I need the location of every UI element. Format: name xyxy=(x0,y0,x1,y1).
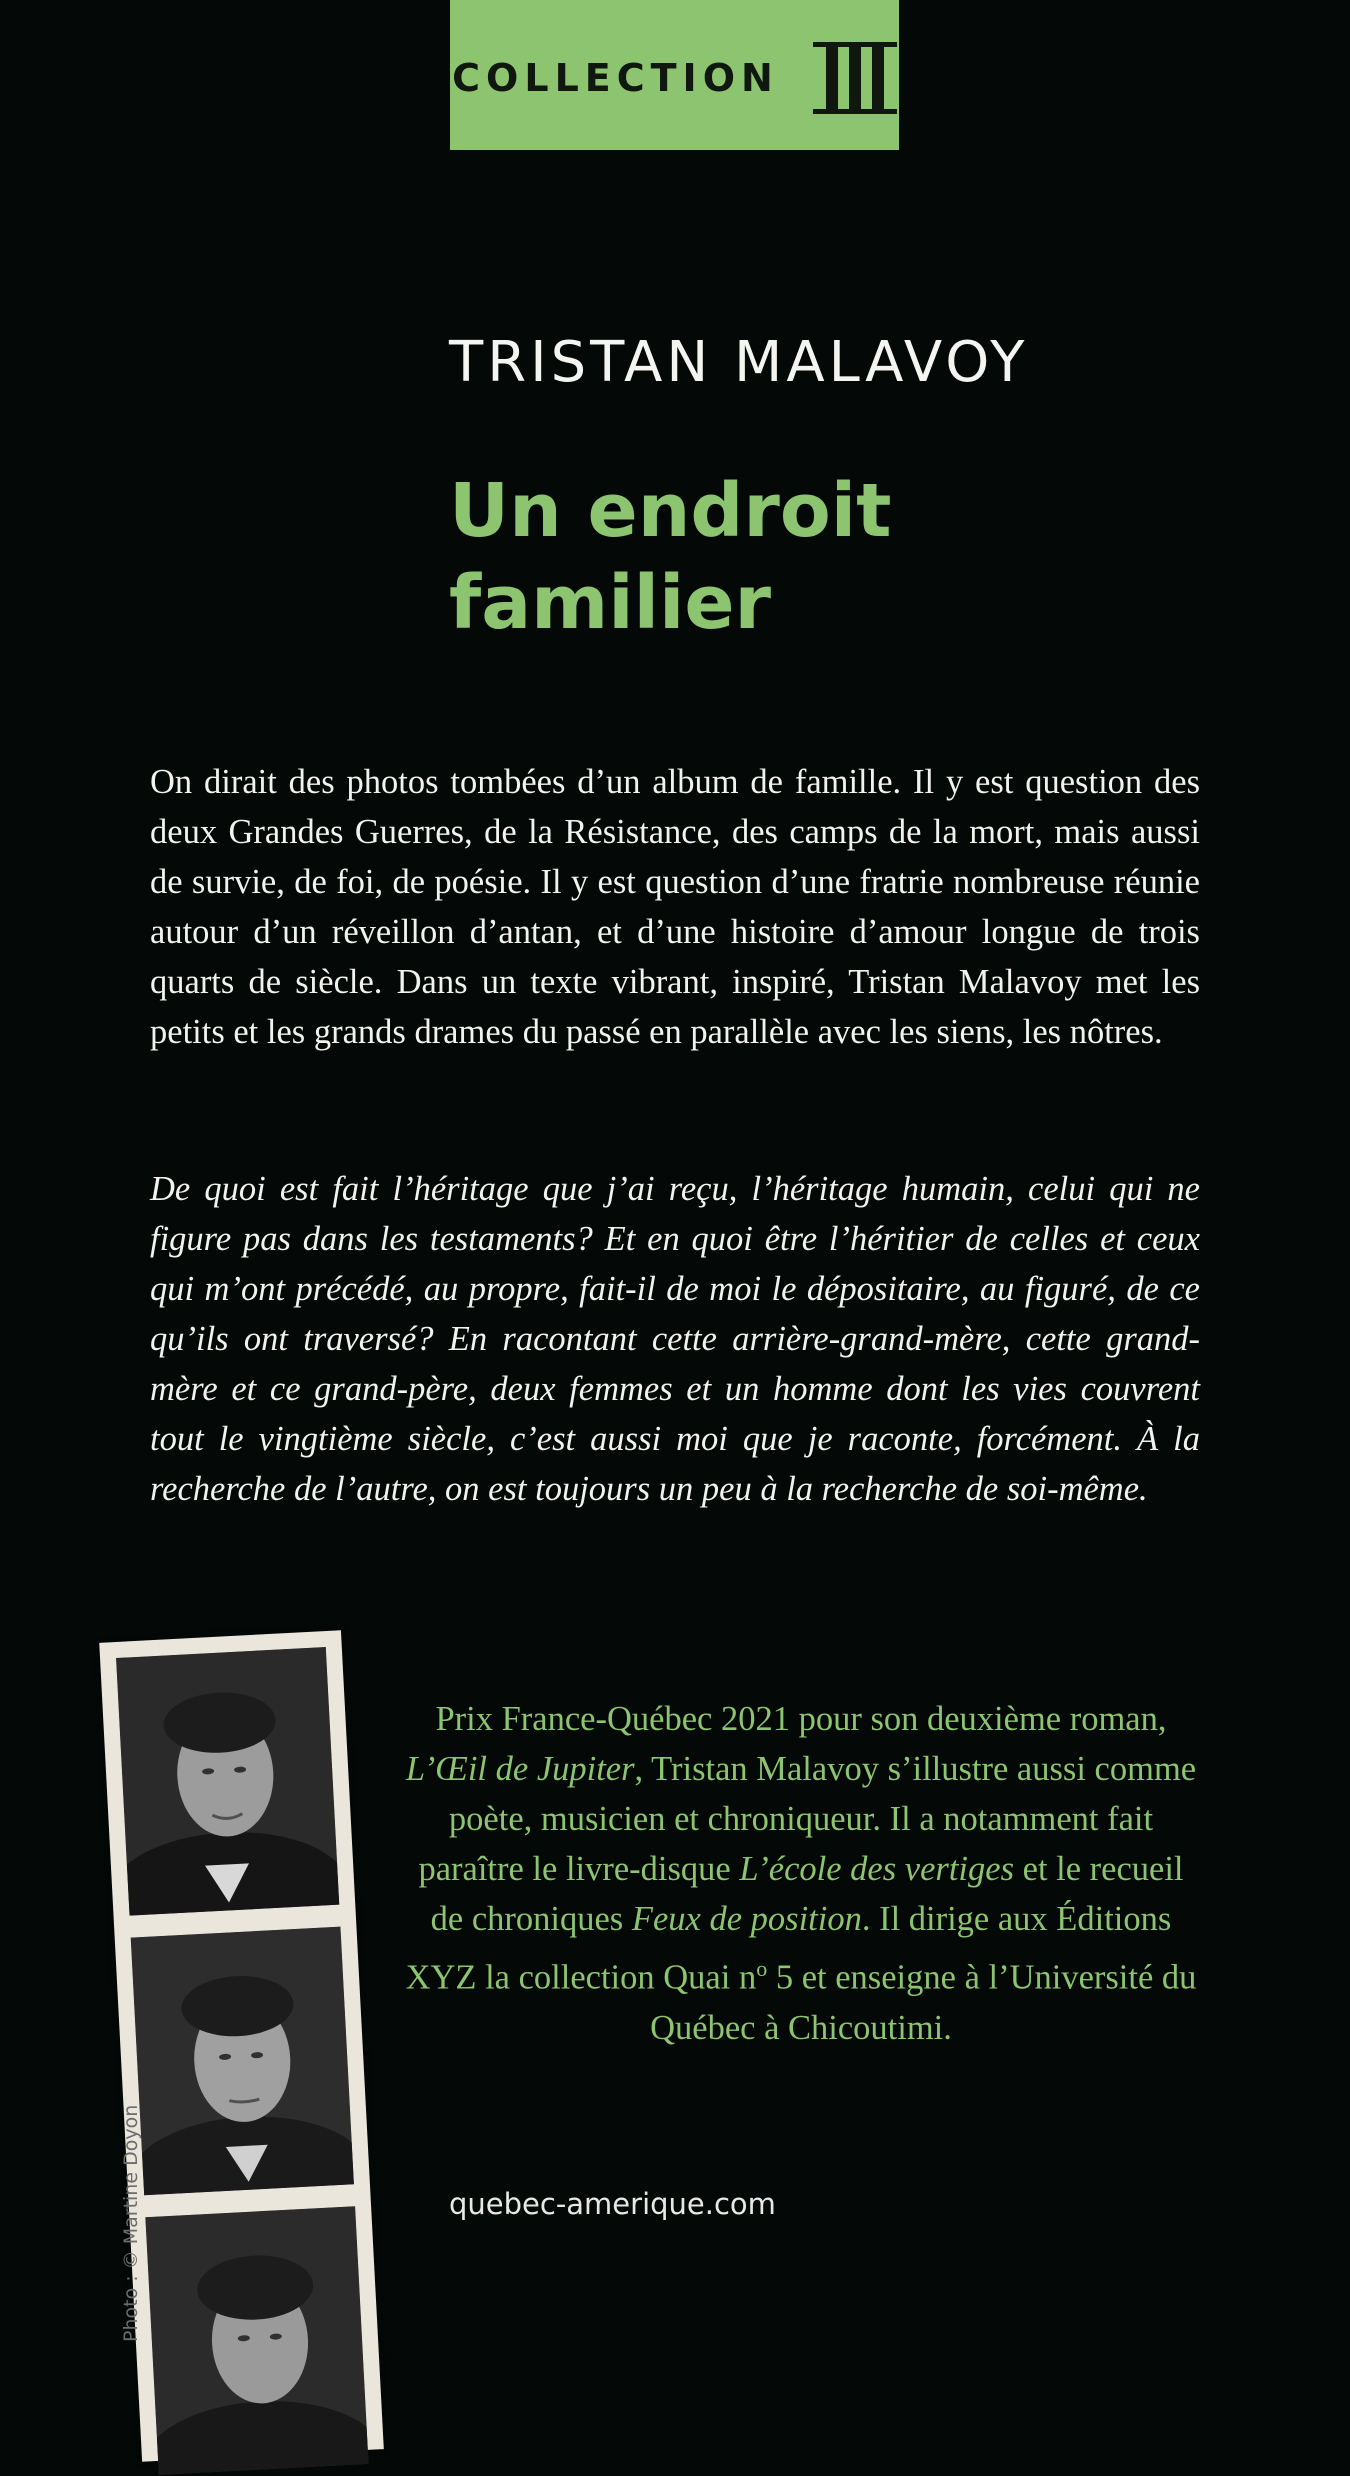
author-name: TRISTAN MALAVOY xyxy=(449,330,1029,395)
author-bio xyxy=(402,1694,1200,2053)
collection-label: COLLECTION xyxy=(452,56,779,100)
collection-banner xyxy=(450,0,899,150)
photo-credit: Photo : © Martine Doyon xyxy=(120,2104,142,2342)
publisher-website-link[interactable]: quebec-amerique.com xyxy=(449,2187,776,2221)
book-title-line2: familier xyxy=(449,560,772,646)
bio-text: . Il dirige aux Éditions XYZ la collection Quai n xyxy=(405,1900,1172,1997)
author-photo-2 xyxy=(131,1927,354,2196)
synopsis-paragraph: On dirait des photos tombées d’un album de famille. Il y est question des deux Grandes Guerres, de la Résistance, des camps de la mort, mais aussi de survie, de foi, de poésie. Il y est question d’une fratrie nombreuse réunie autour d’un réveillon d’antan, et d’une histoire d’amour longue de trois quarts de siècle. Dans un texte vibrant, inspiré, Tristan Malavoy met les petits et les grands drames du passé en parallèle avec les siens, les nôtres. xyxy=(150,763,1200,1051)
bio-book-title: Feux de position xyxy=(631,1900,862,1938)
collection-number-logo xyxy=(813,42,897,114)
book-title xyxy=(449,465,1049,649)
bio-text: Prix France-Québec 2021 pour son deuxième roman, xyxy=(435,1700,1167,1738)
bio-text: et le recueil de chroniques xyxy=(430,1850,1184,1938)
bio-book-title: L’école des vertiges xyxy=(739,1850,1014,1888)
book-title-line1: Un endroit xyxy=(449,468,892,554)
bio-text: 5 et enseigne à l’Université du Québec à Chicoutimi. xyxy=(650,1958,1197,2047)
author-photo-3 xyxy=(145,2206,368,2475)
author-photo-1 xyxy=(116,1647,339,1916)
bio-text: , Tristan Malavoy s’illustre aussi comme poète, musicien et chroniqueur. Il a notamment fait paraître le livre-disque xyxy=(418,1750,1197,1888)
synopsis-quote: De quoi est fait l’héritage que j’ai reçu, l’héritage humain, celui qui ne figure pas dans les testaments? Et en quoi être l’héritier de celles et ceux qui m’ont précédé, au propre, fait-il de moi le dépositaire, au figuré, de ce qu’ils ont traversé? En racontant cette arrière-grand-mère, cette grand-mère et ce grand-père, deux femmes et un homme dont les vies couvrent tout le vingtième siècle, c’est aussi moi que je raconte, forcément. À la recherche de l’autre, on est toujours un peu à la recherche de soi-même. xyxy=(150,1170,1200,1508)
bio-ordinal: o xyxy=(756,1956,768,1981)
bio-book-title: L’Œil de Jupiter xyxy=(405,1750,635,1788)
